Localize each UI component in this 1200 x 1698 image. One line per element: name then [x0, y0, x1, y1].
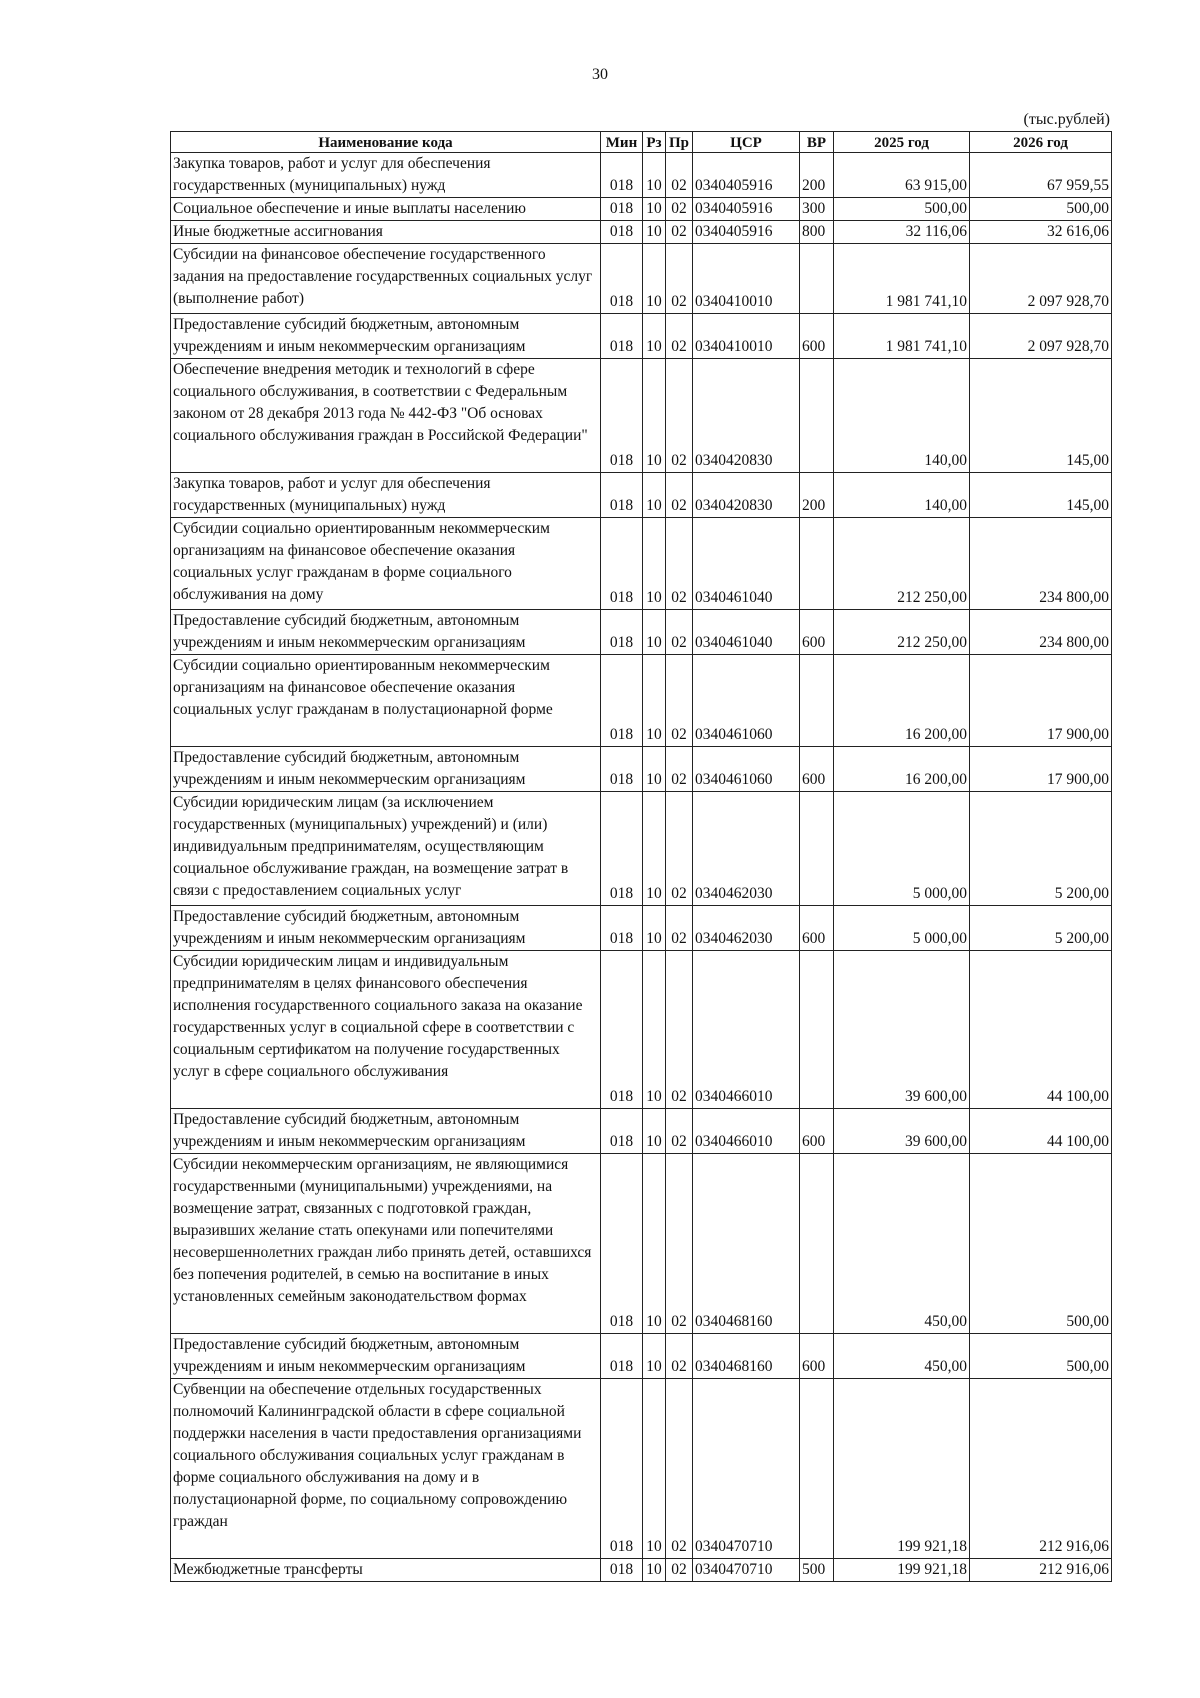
cell-rz: 10 — [643, 314, 666, 359]
table-row — [171, 1334, 1112, 1379]
cell-csr: 0340461040 — [693, 610, 800, 655]
cell-min: 018 — [601, 1559, 643, 1582]
table-row — [171, 1559, 1112, 1582]
table-row — [171, 951, 1112, 1109]
cell-csr: 0340410010 — [693, 244, 800, 314]
cell-csr: 0340468160 — [693, 1334, 800, 1379]
cell-2025: 1 981 741,10 — [834, 314, 970, 359]
cell-name: Предоставление субсидий бюджетным, автономным учреждениям и иным некоммерческим организациям — [171, 747, 601, 792]
cell-vr: 600 — [800, 906, 834, 951]
header-name: Наименование кода — [171, 132, 601, 153]
cell-rz: 10 — [643, 1109, 666, 1154]
cell-name: Межбюджетные трансферты — [171, 1559, 601, 1582]
cell-pr: 02 — [666, 1334, 693, 1379]
cell-name: Закупка товаров, работ и услуг для обеспечения государственных (муниципальных) нужд — [171, 473, 601, 518]
header-2026: 2026 год — [970, 132, 1112, 153]
cell-2026: 32 616,06 — [970, 221, 1112, 244]
cell-name: Субсидии на финансовое обеспечение государственного задания на предоставление государственных социальных услуг (выполнение работ) — [171, 244, 601, 314]
cell-min: 018 — [601, 951, 643, 1109]
cell-csr: 0340405916 — [693, 198, 800, 221]
cell-min: 018 — [601, 655, 643, 747]
cell-name: Закупка товаров, работ и услуг для обеспечения государственных (муниципальных) нужд — [171, 153, 601, 198]
cell-2025: 32 116,06 — [834, 221, 970, 244]
cell-name: Субвенции на обеспечение отдельных государственных полномочий Калининградской области в сфере социальной поддержки населения в части предоставления организациями социального обслуживания социальных услуг гражданам в форме социального обслуживания на дому и в полустационарной форме, по социальному сопровождению граждан — [171, 1379, 601, 1559]
table-row — [171, 610, 1112, 655]
cell-min: 018 — [601, 747, 643, 792]
cell-rz: 10 — [643, 655, 666, 747]
cell-name: Социальное обеспечение и иные выплаты населению — [171, 198, 601, 221]
cell-name: Субсидии некоммерческим организациям, не являющимися государственными (муниципальными) учреждениями, на возмещение затрат, связанных с подготовкой граждан, выразивших желание стать опекунами или попечителями несовершеннолетних граждан либо принять детей, оставшихся без попечения родителей, в семью на воспитание в иных установленных семейным законодательством формах — [171, 1154, 601, 1334]
cell-rz: 10 — [643, 951, 666, 1109]
table-row — [171, 792, 1112, 906]
table-row — [171, 655, 1112, 747]
cell-2025: 199 921,18 — [834, 1559, 970, 1582]
cell-vr: 500 — [800, 1559, 834, 1582]
table-header-row — [171, 132, 1112, 153]
table-row — [171, 747, 1112, 792]
cell-2026: 17 900,00 — [970, 747, 1112, 792]
cell-2026: 500,00 — [970, 1334, 1112, 1379]
header-2025: 2025 год — [834, 132, 970, 153]
cell-2026: 17 900,00 — [970, 655, 1112, 747]
cell-2026: 2 097 928,70 — [970, 244, 1112, 314]
cell-name: Обеспечение внедрения методик и технологий в сфере социального обслуживания, в соответствии с Федеральным законом от 28 декабря 2013 года № 442-ФЗ "Об основах социального обслуживания граждан в Российской Федерации" — [171, 359, 601, 473]
header-rz: Рз — [643, 132, 666, 153]
cell-2025: 1 981 741,10 — [834, 244, 970, 314]
cell-vr — [800, 518, 834, 610]
cell-2026: 234 800,00 — [970, 518, 1112, 610]
table-row — [171, 198, 1112, 221]
cell-name: Субсидии социально ориентированным некоммерческим организациям на финансовое обеспечение оказания социальных услуг гражданам в полустационарной форме — [171, 655, 601, 747]
cell-2025: 450,00 — [834, 1334, 970, 1379]
table-row — [171, 221, 1112, 244]
cell-vr — [800, 359, 834, 473]
budget-table — [170, 131, 1112, 1582]
cell-2025: 450,00 — [834, 1154, 970, 1334]
cell-min: 018 — [601, 906, 643, 951]
cell-vr — [800, 792, 834, 906]
cell-rz: 10 — [643, 221, 666, 244]
cell-csr: 0340461060 — [693, 747, 800, 792]
cell-pr: 02 — [666, 359, 693, 473]
cell-csr: 0340420830 — [693, 473, 800, 518]
cell-rz: 10 — [643, 518, 666, 610]
cell-pr: 02 — [666, 244, 693, 314]
table-row — [171, 1109, 1112, 1154]
cell-csr: 0340461060 — [693, 655, 800, 747]
cell-min: 018 — [601, 1154, 643, 1334]
cell-2026: 2 097 928,70 — [970, 314, 1112, 359]
cell-csr: 0340462030 — [693, 906, 800, 951]
cell-vr: 600 — [800, 1334, 834, 1379]
cell-2025: 140,00 — [834, 359, 970, 473]
cell-name: Предоставление субсидий бюджетным, автономным учреждениям и иным некоммерческим организациям — [171, 610, 601, 655]
table-row — [171, 518, 1112, 610]
cell-vr — [800, 655, 834, 747]
cell-vr: 600 — [800, 747, 834, 792]
cell-rz: 10 — [643, 792, 666, 906]
cell-min: 018 — [601, 518, 643, 610]
cell-rz: 10 — [643, 1334, 666, 1379]
cell-min: 018 — [601, 792, 643, 906]
cell-rz: 10 — [643, 610, 666, 655]
cell-vr — [800, 1379, 834, 1559]
units-label: (тыс.рублей) — [1023, 111, 1110, 128]
cell-name: Предоставление субсидий бюджетным, автономным учреждениям и иным некоммерческим организациям — [171, 906, 601, 951]
cell-min: 018 — [601, 198, 643, 221]
table-row — [171, 153, 1112, 198]
table-row — [171, 314, 1112, 359]
cell-min: 018 — [601, 1109, 643, 1154]
cell-2025: 199 921,18 — [834, 1379, 970, 1559]
header-pr: Пр — [666, 132, 693, 153]
table-row — [171, 473, 1112, 518]
cell-vr: 600 — [800, 1109, 834, 1154]
cell-vr: 200 — [800, 153, 834, 198]
cell-pr: 02 — [666, 747, 693, 792]
cell-pr: 02 — [666, 473, 693, 518]
cell-name: Предоставление субсидий бюджетным, автономным учреждениям и иным некоммерческим организациям — [171, 314, 601, 359]
cell-name: Предоставление субсидий бюджетным, автономным учреждениям и иным некоммерческим организациям — [171, 1334, 601, 1379]
cell-pr: 02 — [666, 792, 693, 906]
table-row — [171, 359, 1112, 473]
table-row — [171, 244, 1112, 314]
cell-csr: 0340462030 — [693, 792, 800, 906]
table-row — [171, 906, 1112, 951]
cell-name: Субсидии социально ориентированным некоммерческим организациям на финансовое обеспечение оказания социальных услуг гражданам в форме социального обслуживания на дому — [171, 518, 601, 610]
cell-2026: 145,00 — [970, 473, 1112, 518]
cell-min: 018 — [601, 610, 643, 655]
cell-2025: 16 200,00 — [834, 747, 970, 792]
cell-csr: 0340405916 — [693, 221, 800, 244]
cell-pr: 02 — [666, 221, 693, 244]
cell-2025: 140,00 — [834, 473, 970, 518]
cell-pr: 02 — [666, 906, 693, 951]
header-min: Мин — [601, 132, 643, 153]
table-body — [171, 153, 1112, 1582]
cell-2026: 44 100,00 — [970, 1109, 1112, 1154]
cell-pr: 02 — [666, 518, 693, 610]
cell-min: 018 — [601, 1334, 643, 1379]
cell-csr: 0340461040 — [693, 518, 800, 610]
cell-2025: 5 000,00 — [834, 792, 970, 906]
cell-min: 018 — [601, 221, 643, 244]
cell-2025: 16 200,00 — [834, 655, 970, 747]
cell-name: Предоставление субсидий бюджетным, автономным учреждениям и иным некоммерческим организациям — [171, 1109, 601, 1154]
cell-csr: 0340405916 — [693, 153, 800, 198]
cell-2026: 500,00 — [970, 1154, 1112, 1334]
cell-vr — [800, 951, 834, 1109]
table-row — [171, 1154, 1112, 1334]
header-csr: ЦСР — [693, 132, 800, 153]
cell-csr: 0340410010 — [693, 314, 800, 359]
cell-rz: 10 — [643, 906, 666, 951]
cell-csr: 0340470710 — [693, 1379, 800, 1559]
cell-2025: 500,00 — [834, 198, 970, 221]
cell-pr: 02 — [666, 1154, 693, 1334]
cell-rz: 10 — [643, 359, 666, 473]
cell-2026: 5 200,00 — [970, 792, 1112, 906]
cell-vr: 600 — [800, 314, 834, 359]
cell-2026: 5 200,00 — [970, 906, 1112, 951]
cell-vr — [800, 244, 834, 314]
cell-2026: 212 916,06 — [970, 1559, 1112, 1582]
header-vr: ВР — [800, 132, 834, 153]
cell-2026: 212 916,06 — [970, 1379, 1112, 1559]
cell-pr: 02 — [666, 153, 693, 198]
cell-2025: 39 600,00 — [834, 951, 970, 1109]
cell-csr: 0340466010 — [693, 951, 800, 1109]
cell-min: 018 — [601, 314, 643, 359]
cell-rz: 10 — [643, 244, 666, 314]
cell-pr: 02 — [666, 1559, 693, 1582]
cell-vr: 800 — [800, 221, 834, 244]
cell-csr: 0340466010 — [693, 1109, 800, 1154]
cell-vr — [800, 1154, 834, 1334]
cell-pr: 02 — [666, 610, 693, 655]
cell-pr: 02 — [666, 314, 693, 359]
cell-vr: 300 — [800, 198, 834, 221]
cell-vr: 600 — [800, 610, 834, 655]
cell-min: 018 — [601, 473, 643, 518]
cell-pr: 02 — [666, 198, 693, 221]
cell-rz: 10 — [643, 1559, 666, 1582]
cell-rz: 10 — [643, 473, 666, 518]
cell-2025: 212 250,00 — [834, 610, 970, 655]
cell-pr: 02 — [666, 1379, 693, 1559]
cell-2025: 63 915,00 — [834, 153, 970, 198]
page-number: 30 — [592, 66, 608, 83]
cell-2025: 39 600,00 — [834, 1109, 970, 1154]
cell-min: 018 — [601, 359, 643, 473]
cell-name: Субсидии юридическим лицам (за исключением государственных (муниципальных) учреждений) и (или) индивидуальным предпринимателям, осуществляющим социальное обслуживание граждан, на возмещение затрат в связи с предоставлением социальных услуг — [171, 792, 601, 906]
cell-pr: 02 — [666, 951, 693, 1109]
cell-pr: 02 — [666, 1109, 693, 1154]
cell-min: 018 — [601, 1379, 643, 1559]
cell-vr: 200 — [800, 473, 834, 518]
cell-rz: 10 — [643, 1379, 666, 1559]
cell-2026: 44 100,00 — [970, 951, 1112, 1109]
cell-name: Иные бюджетные ассигнования — [171, 221, 601, 244]
cell-csr: 0340420830 — [693, 359, 800, 473]
cell-pr: 02 — [666, 655, 693, 747]
cell-2025: 212 250,00 — [834, 518, 970, 610]
cell-rz: 10 — [643, 747, 666, 792]
cell-csr: 0340468160 — [693, 1154, 800, 1334]
cell-rz: 10 — [643, 153, 666, 198]
cell-2026: 500,00 — [970, 198, 1112, 221]
cell-csr: 0340470710 — [693, 1559, 800, 1582]
cell-rz: 10 — [643, 198, 666, 221]
cell-rz: 10 — [643, 1154, 666, 1334]
cell-2025: 5 000,00 — [834, 906, 970, 951]
cell-2026: 145,00 — [970, 359, 1112, 473]
table-row — [171, 1379, 1112, 1559]
cell-2026: 234 800,00 — [970, 610, 1112, 655]
cell-2026: 67 959,55 — [970, 153, 1112, 198]
cell-min: 018 — [601, 153, 643, 198]
cell-name: Субсидии юридическим лицам и индивидуальным предпринимателям в целях финансового обеспечения исполнения государственного социального заказа на оказание государственных услуг в социальной сфере в соответствии с социальным сертификатом на получение государственных услуг в сфере социального обслуживания — [171, 951, 601, 1109]
cell-min: 018 — [601, 244, 643, 314]
